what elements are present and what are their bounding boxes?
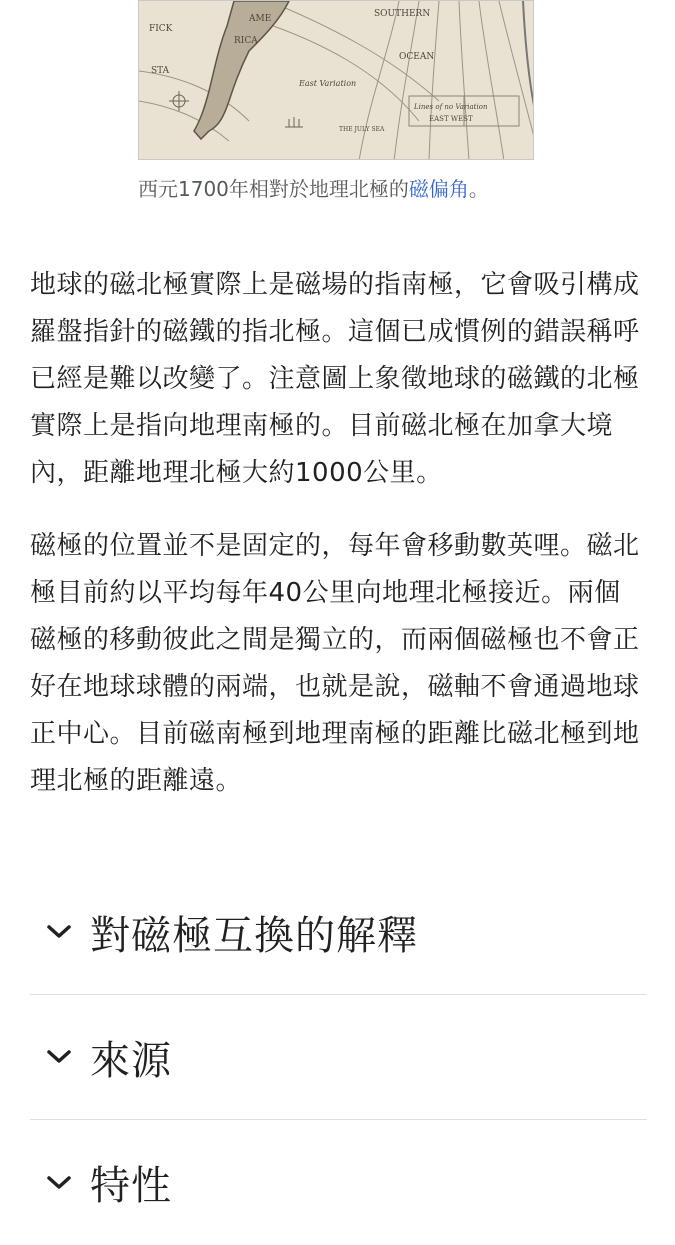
paragraph: 地球的磁北極實際上是磁場的指南極，它會吸引構成羅盤指針的磁鐵的指北極。這個已成慣例的錯誤稱呼已經是難以改變了。注意圖上象徵地球的磁鐵的北極實際上是指向地理南極的。目前磁北極在加拿大境內，距離地理北極大約1000公里。 [30, 270, 640, 488]
map-label: THE JULY SEA [339, 126, 385, 133]
collapsible-sections [30, 870, 647, 1245]
section-title: 特性 [90, 1163, 172, 1209]
chevron-down-icon [30, 1049, 90, 1065]
map-label: STA [151, 66, 170, 76]
map-label: AME [249, 14, 272, 24]
map-label: EAST WEST [429, 115, 473, 123]
map-label: RICA [234, 36, 258, 46]
historical-magnetic-map-image[interactable] [138, 0, 534, 160]
figure [138, 0, 534, 204]
figure-caption [138, 174, 518, 204]
chevron-down-icon [30, 924, 90, 940]
caption-end: 。 [468, 177, 489, 201]
section-title: 來源 [90, 1037, 172, 1084]
caption-text: 西元1700年相對於地理北極的 [138, 177, 409, 201]
map-label: FICK [149, 24, 173, 34]
map-label: Lines of no Variation [414, 103, 488, 111]
map-illustration [139, 1, 534, 160]
article-content [30, 262, 645, 831]
section-header-origin[interactable] [30, 995, 647, 1120]
map-label: SOUTHERN [374, 9, 431, 19]
section-header-properties[interactable] [30, 1120, 647, 1245]
map-label: East Variation [299, 79, 357, 88]
section-header-pole-reversal[interactable] [30, 870, 647, 995]
chevron-down-icon [30, 1175, 90, 1191]
map-label: OCEAN [399, 52, 435, 62]
paragraph: 磁極的位置並不是固定的，每年會移動數英哩。磁北極目前約以平均每年40公里向地理北極接近。兩個磁極的移動彼此之間是獨立的，而兩個磁極也不會正好在地球球體的兩端，也就是說，磁軸不會通過地球正中心。目前磁南極到地理南極的距離比磁北極到地理北極的距離遠。 [30, 531, 640, 796]
section-title: 對磁極互換的解釋 [90, 912, 418, 959]
caption-link-magnetic-declination[interactable]: 磁偏角 [408, 177, 469, 201]
